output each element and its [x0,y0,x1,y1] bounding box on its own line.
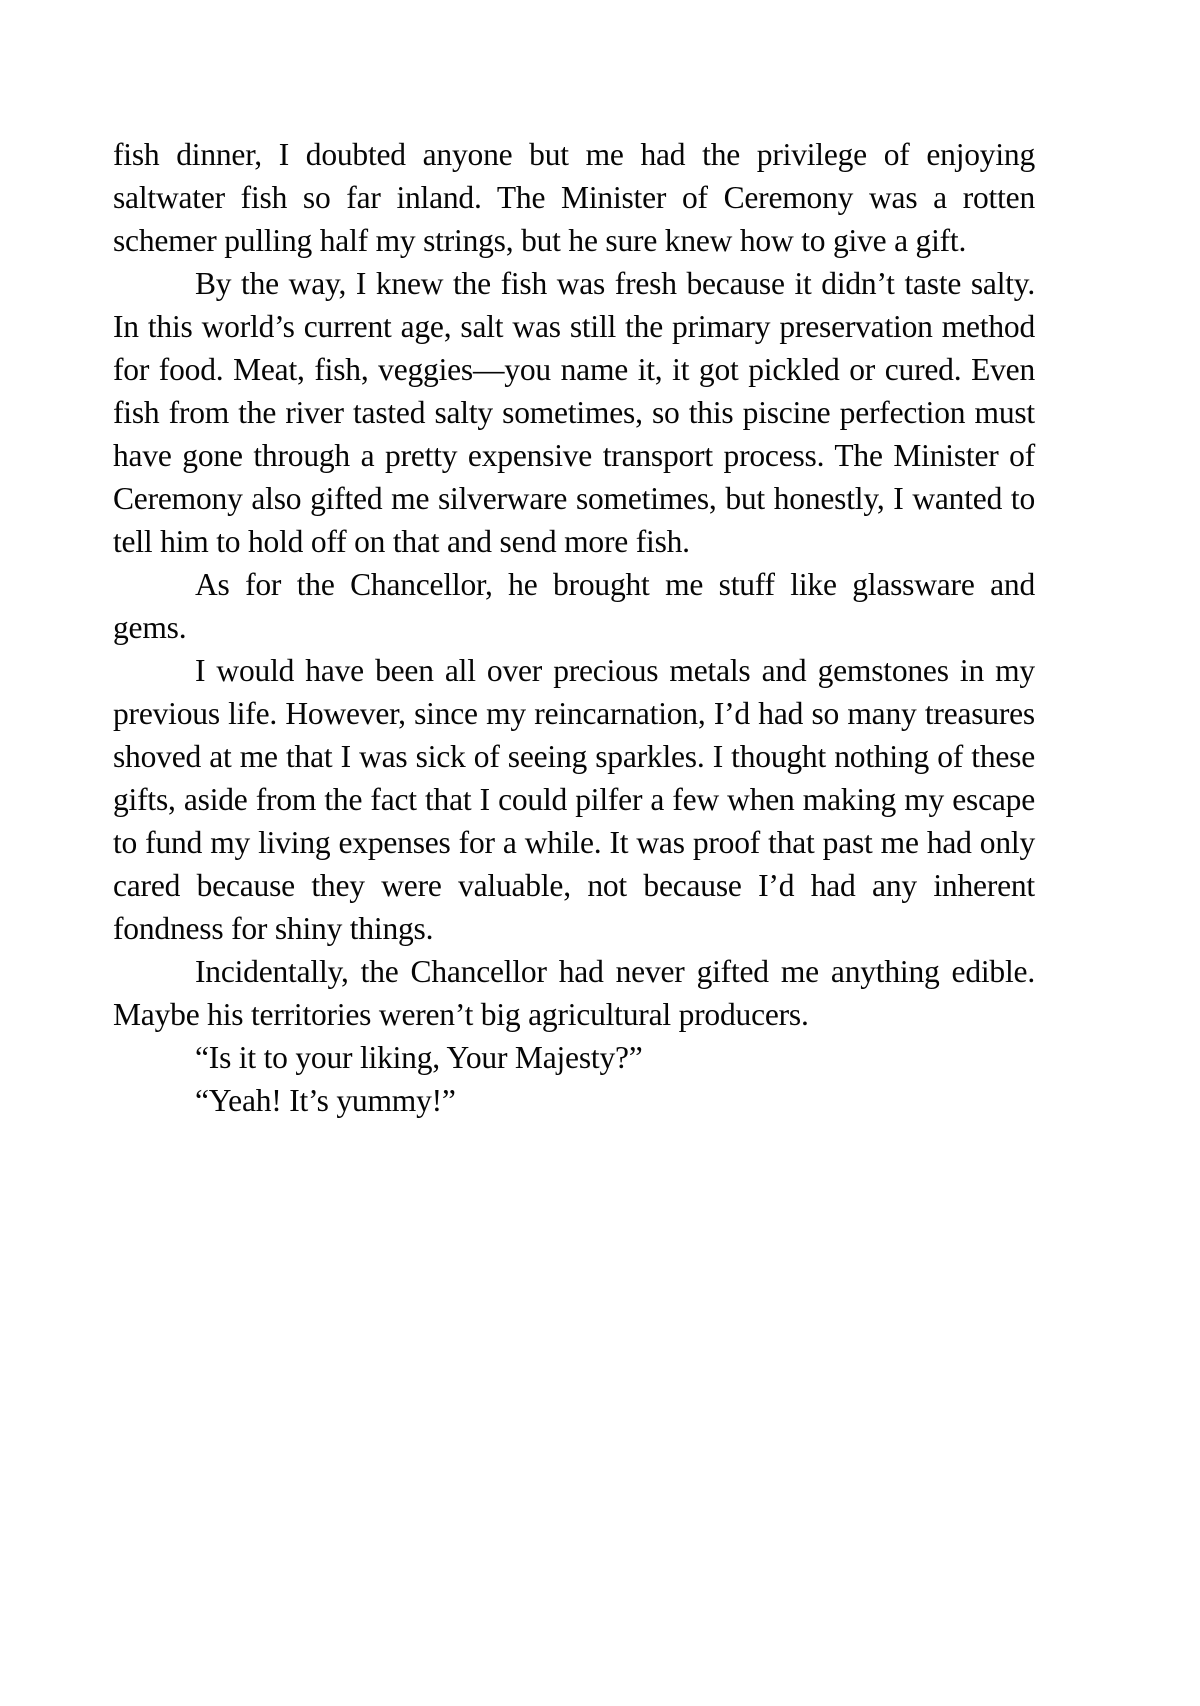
paragraph: Incidentally, the Chancellor had never gifted me anything edible. Maybe his territories weren’t big agricultural producers. [113,954,1035,1032]
paragraph: “Yeah! It’s yummy!” [195,1083,456,1118]
page-text [113,133,1035,1122]
paragraph: As for the Chancellor, he brought me stuff like glassware and gems. [113,567,1035,645]
paragraph: “Is it to your liking, Your Majesty?” [195,1040,643,1075]
paragraph: fish dinner, I doubted anyone but me had the privilege of enjoying saltwater fish so far inland. The Minister of Ceremony was a rotten schemer pulling half my strings, but he sure knew how to give a gift. [113,137,1035,258]
paragraph: By the way, I knew the fish was fresh because it didn’t taste salty. In this world’s current age, salt was still the primary preservation method for food. Meat, fish, veggies—you name it, it got pickled or cured. Even fish from the river tasted salty sometimes, so this piscine perfection must have gone through a pretty expensive transport process. The Minister of Ceremony also gifted me silverware sometimes, but honestly, I wanted to tell him to hold off on that and send more fish. [113,266,1035,559]
paragraph: I would have been all over precious metals and gemstones in my previous life. However, since my reincarnation, I’d had so many treasures shoved at me that I was sick of seeing sparkles. I thought nothing of these gifts, aside from the fact that I could pilfer a few when making my escape to fund my living expenses for a while. It was proof that past me had only cared because they were valuable, not because I’d had any inherent fondness for shiny things. [113,653,1035,946]
